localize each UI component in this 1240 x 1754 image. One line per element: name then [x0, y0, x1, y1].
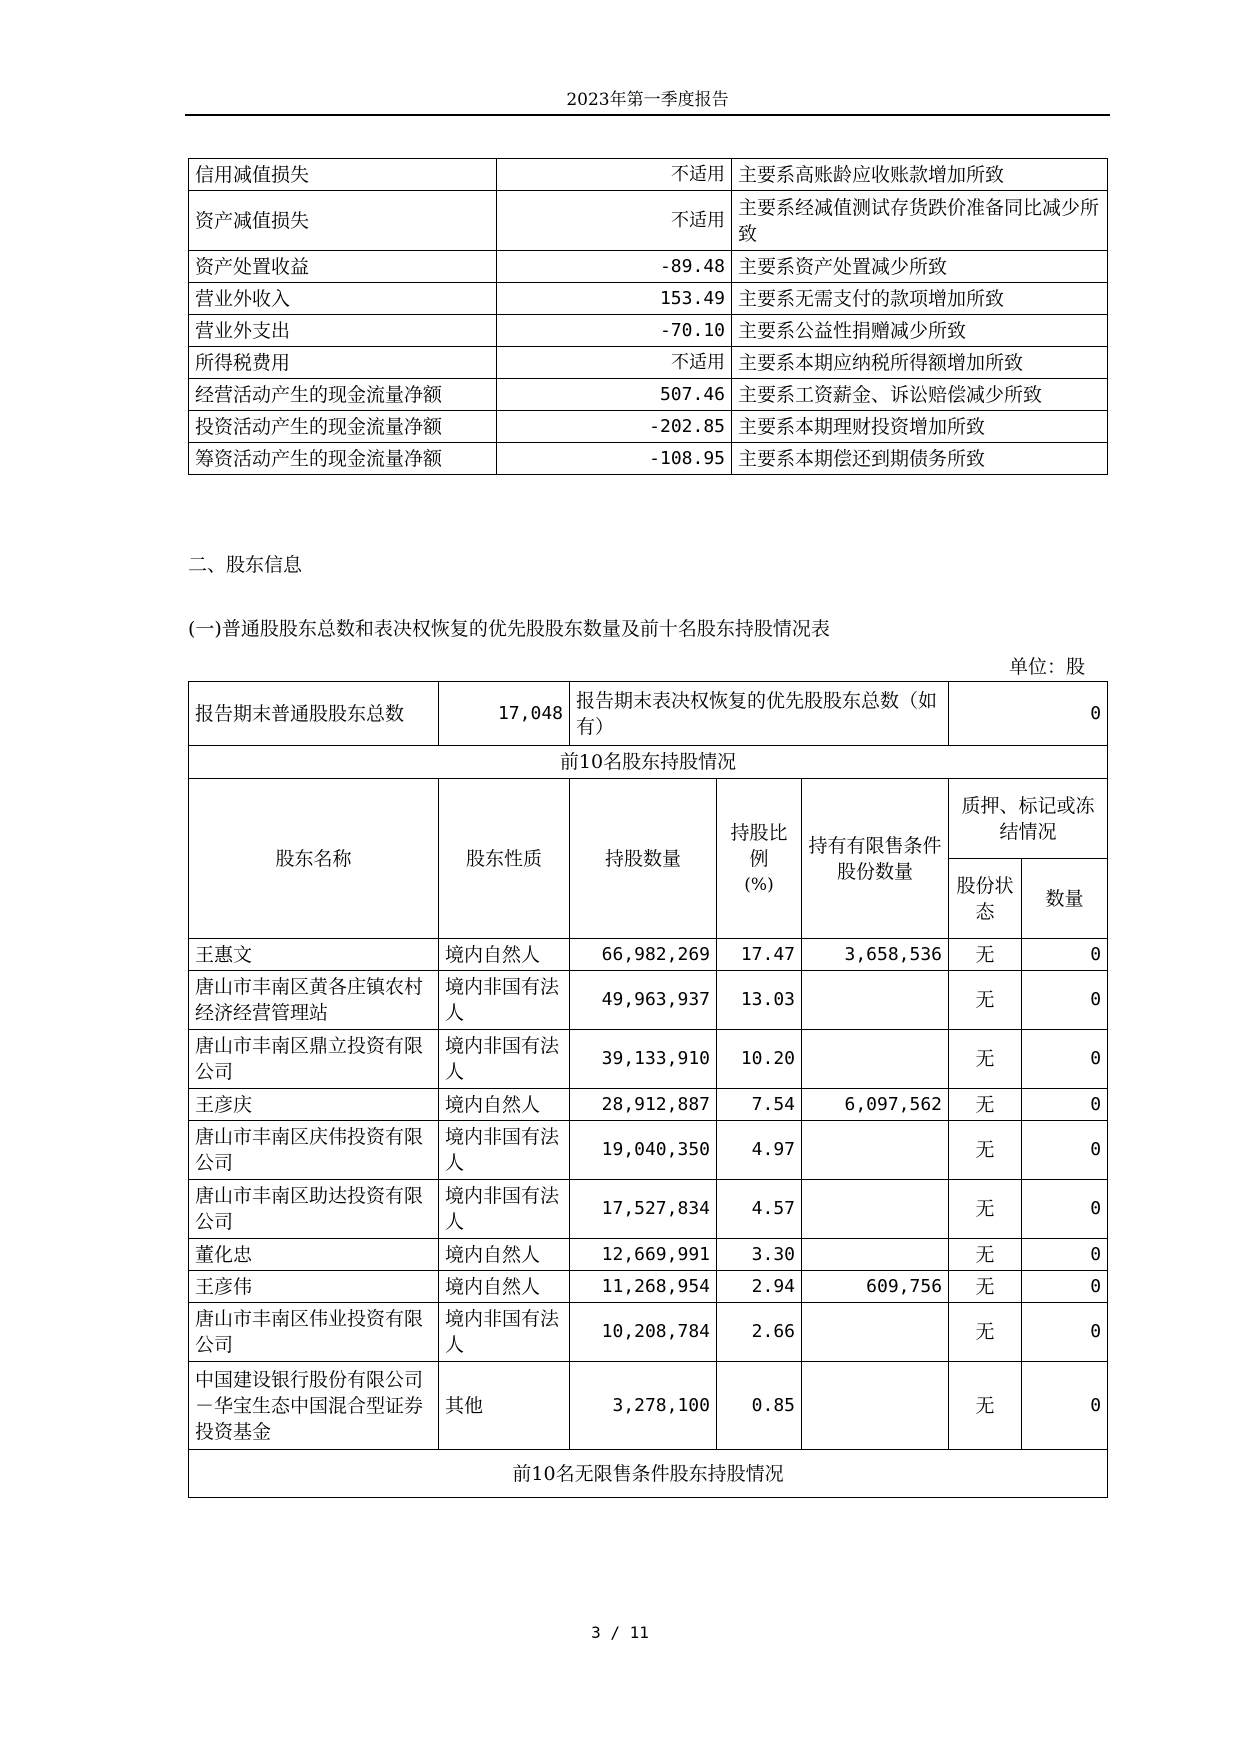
change-value: 不适用 [497, 159, 732, 191]
holder-shares: 19,040,350 [570, 1121, 717, 1180]
holder-shares: 10,208,784 [570, 1303, 717, 1362]
shareholder-row [189, 939, 1108, 971]
holder-nature: 境内非国有法人 [439, 1303, 570, 1362]
holder-shares: 39,133,910 [570, 1030, 717, 1089]
holder-nature: 境内非国有法人 [439, 1121, 570, 1180]
top10-title: 前10名股东持股情况 [189, 746, 1108, 779]
change-item: 经营活动产生的现金流量净额 [189, 379, 497, 411]
unit-label: 单位：股 [1008, 656, 1085, 678]
holder-name: 王惠文 [189, 939, 439, 971]
shareholder-row [189, 1089, 1108, 1121]
change-value: -70.10 [497, 315, 732, 347]
header-row [189, 779, 1108, 859]
holder-ratio: 2.94 [717, 1271, 802, 1303]
holder-name: 唐山市丰南区黄各庄镇农村经济经营管理站 [189, 971, 439, 1030]
holder-shares: 66,982,269 [570, 939, 717, 971]
change-value: -89.48 [497, 251, 732, 283]
holder-nature: 境内自然人 [439, 1089, 570, 1121]
holder-restricted [802, 971, 949, 1030]
holder-nature: 境内自然人 [439, 939, 570, 971]
holder-status: 无 [949, 1362, 1022, 1450]
change-item: 营业外支出 [189, 315, 497, 347]
change-reason: 主要系公益性捐赠减少所致 [732, 315, 1108, 347]
holder-status: 无 [949, 939, 1022, 971]
shareholder-table [188, 681, 1108, 1498]
holder-name: 唐山市丰南区鼎立投资有限公司 [189, 1030, 439, 1089]
header-divider [185, 114, 1110, 116]
total-holders-label: 报告期末普通股股东总数 [189, 682, 439, 746]
holder-restricted: 6,097,562 [802, 1089, 949, 1121]
holder-ratio: 4.97 [717, 1121, 802, 1180]
col-header-restricted: 持有有限售条件股份数量 [802, 779, 949, 939]
col-header-ratio [717, 779, 802, 939]
change-item: 营业外收入 [189, 283, 497, 315]
change-row [189, 315, 1108, 347]
holder-status: 无 [949, 1180, 1022, 1239]
col-header-ratio-label: 持股比例 [730, 821, 788, 870]
change-row [189, 347, 1108, 379]
change-value: -202.85 [497, 411, 732, 443]
holder-name: 唐山市丰南区助达投资有限公司 [189, 1180, 439, 1239]
top10-title-row [189, 746, 1108, 779]
change-reason: 主要系本期理财投资增加所致 [732, 411, 1108, 443]
holder-shares: 11,268,954 [570, 1271, 717, 1303]
change-reason: 主要系资产处置减少所致 [732, 251, 1108, 283]
holder-restricted: 3,658,536 [802, 939, 949, 971]
change-value: -108.95 [497, 443, 732, 475]
holder-name: 中国建设银行股份有限公司－华宝生态中国混合型证券投资基金 [189, 1362, 439, 1450]
change-row [189, 251, 1108, 283]
preferred-holders-value: 0 [949, 682, 1108, 746]
change-item: 投资活动产生的现金流量净额 [189, 411, 497, 443]
holder-nature: 其他 [439, 1362, 570, 1450]
summary-row [189, 682, 1108, 746]
holder-restricted [802, 1121, 949, 1180]
holder-nature: 境内非国有法人 [439, 1030, 570, 1089]
holder-status: 无 [949, 1030, 1022, 1089]
holder-shares: 17,527,834 [570, 1180, 717, 1239]
change-reason: 主要系经减值测试存货跌价准备同比减少所致 [732, 191, 1108, 251]
col-header-shares: 持股数量 [570, 779, 717, 939]
shareholder-row [189, 1180, 1108, 1239]
shareholder-row [189, 1030, 1108, 1089]
holder-quantity: 0 [1022, 939, 1108, 971]
change-item: 所得税费用 [189, 347, 497, 379]
holder-restricted [802, 1303, 949, 1362]
section-title: 二、股东信息 [188, 554, 303, 576]
holder-shares: 3,278,100 [570, 1362, 717, 1450]
col-header-nature: 股东性质 [439, 779, 570, 939]
holder-ratio: 2.66 [717, 1303, 802, 1362]
change-item: 信用减值损失 [189, 159, 497, 191]
change-row [189, 379, 1108, 411]
holder-ratio: 17.47 [717, 939, 802, 971]
holder-restricted: 609,756 [802, 1271, 949, 1303]
shareholder-row [189, 1303, 1108, 1362]
subsection-title: (一)普通股股东总数和表决权恢复的优先股股东数量及前十名股东持股情况表 [188, 618, 830, 640]
holder-ratio: 10.20 [717, 1030, 802, 1089]
col-header-pledge: 质押、标记或冻结情况 [949, 779, 1108, 859]
holder-ratio: 3.30 [717, 1239, 802, 1271]
holder-quantity: 0 [1022, 1303, 1108, 1362]
shareholder-row [189, 1239, 1108, 1271]
change-value: 不适用 [497, 347, 732, 379]
preferred-holders-label: 报告期末表决权恢复的优先股股东总数（如有） [570, 682, 949, 746]
unrestricted-title: 前10名无限售条件股东持股情况 [189, 1450, 1108, 1498]
holder-name: 唐山市丰南区伟业投资有限公司 [189, 1303, 439, 1362]
change-value: 不适用 [497, 191, 732, 251]
change-reason: 主要系高账龄应收账款增加所致 [732, 159, 1108, 191]
holder-nature: 境内非国有法人 [439, 971, 570, 1030]
holder-ratio: 0.85 [717, 1362, 802, 1450]
holder-quantity: 0 [1022, 1121, 1108, 1180]
holder-restricted [802, 1180, 949, 1239]
holder-name: 唐山市丰南区庆伟投资有限公司 [189, 1121, 439, 1180]
holder-ratio: 4.57 [717, 1180, 802, 1239]
change-row [189, 411, 1108, 443]
change-reason: 主要系工资薪金、诉讼赔偿减少所致 [732, 379, 1108, 411]
holder-ratio: 7.54 [717, 1089, 802, 1121]
change-value: 153.49 [497, 283, 732, 315]
total-holders-value: 17,048 [439, 682, 570, 746]
holder-nature: 境内自然人 [439, 1271, 570, 1303]
change-item: 筹资活动产生的现金流量净额 [189, 443, 497, 475]
holder-nature: 境内自然人 [439, 1239, 570, 1271]
holder-shares: 28,912,887 [570, 1089, 717, 1121]
holder-quantity: 0 [1022, 1180, 1108, 1239]
holder-status: 无 [949, 971, 1022, 1030]
shareholder-row [189, 971, 1108, 1030]
change-row [189, 159, 1108, 191]
shareholder-row [189, 1362, 1108, 1450]
unrestricted-title-row [189, 1450, 1108, 1498]
holder-quantity: 0 [1022, 1030, 1108, 1089]
change-row [189, 191, 1108, 251]
holder-status: 无 [949, 1089, 1022, 1121]
page-header: 2023年第一季度报告 [566, 90, 729, 110]
holder-nature: 境内非国有法人 [439, 1180, 570, 1239]
change-item: 资产处置收益 [189, 251, 497, 283]
change-row [189, 283, 1108, 315]
holder-status: 无 [949, 1239, 1022, 1271]
holder-quantity: 0 [1022, 1362, 1108, 1450]
changes-table [188, 158, 1108, 475]
holder-ratio: 13.03 [717, 971, 802, 1030]
shareholder-row [189, 1271, 1108, 1303]
change-row [189, 443, 1108, 475]
holder-name: 王彦伟 [189, 1271, 439, 1303]
shareholder-row [189, 1121, 1108, 1180]
holder-quantity: 0 [1022, 1239, 1108, 1271]
holder-restricted [802, 1030, 949, 1089]
holder-shares: 12,669,991 [570, 1239, 717, 1271]
holder-quantity: 0 [1022, 971, 1108, 1030]
holder-name: 董化忠 [189, 1239, 439, 1271]
holder-restricted [802, 1362, 949, 1450]
col-header-quantity: 数量 [1022, 859, 1108, 939]
col-header-name: 股东名称 [189, 779, 439, 939]
holder-shares: 49,963,937 [570, 971, 717, 1030]
holder-status: 无 [949, 1271, 1022, 1303]
change-reason: 主要系无需支付的款项增加所致 [732, 283, 1108, 315]
change-item: 资产减值损失 [189, 191, 497, 251]
change-reason: 主要系本期应纳税所得额增加所致 [732, 347, 1108, 379]
change-reason: 主要系本期偿还到期债务所致 [732, 443, 1108, 475]
holder-quantity: 0 [1022, 1271, 1108, 1303]
col-header-ratio-unit: (%) [744, 874, 774, 895]
change-value: 507.46 [497, 379, 732, 411]
holder-restricted [802, 1239, 949, 1271]
page-number: 3 / 11 [591, 1623, 649, 1642]
holder-quantity: 0 [1022, 1089, 1108, 1121]
holder-status: 无 [949, 1121, 1022, 1180]
col-header-status: 股份状态 [949, 859, 1022, 939]
holder-status: 无 [949, 1303, 1022, 1362]
holder-name: 王彦庆 [189, 1089, 439, 1121]
